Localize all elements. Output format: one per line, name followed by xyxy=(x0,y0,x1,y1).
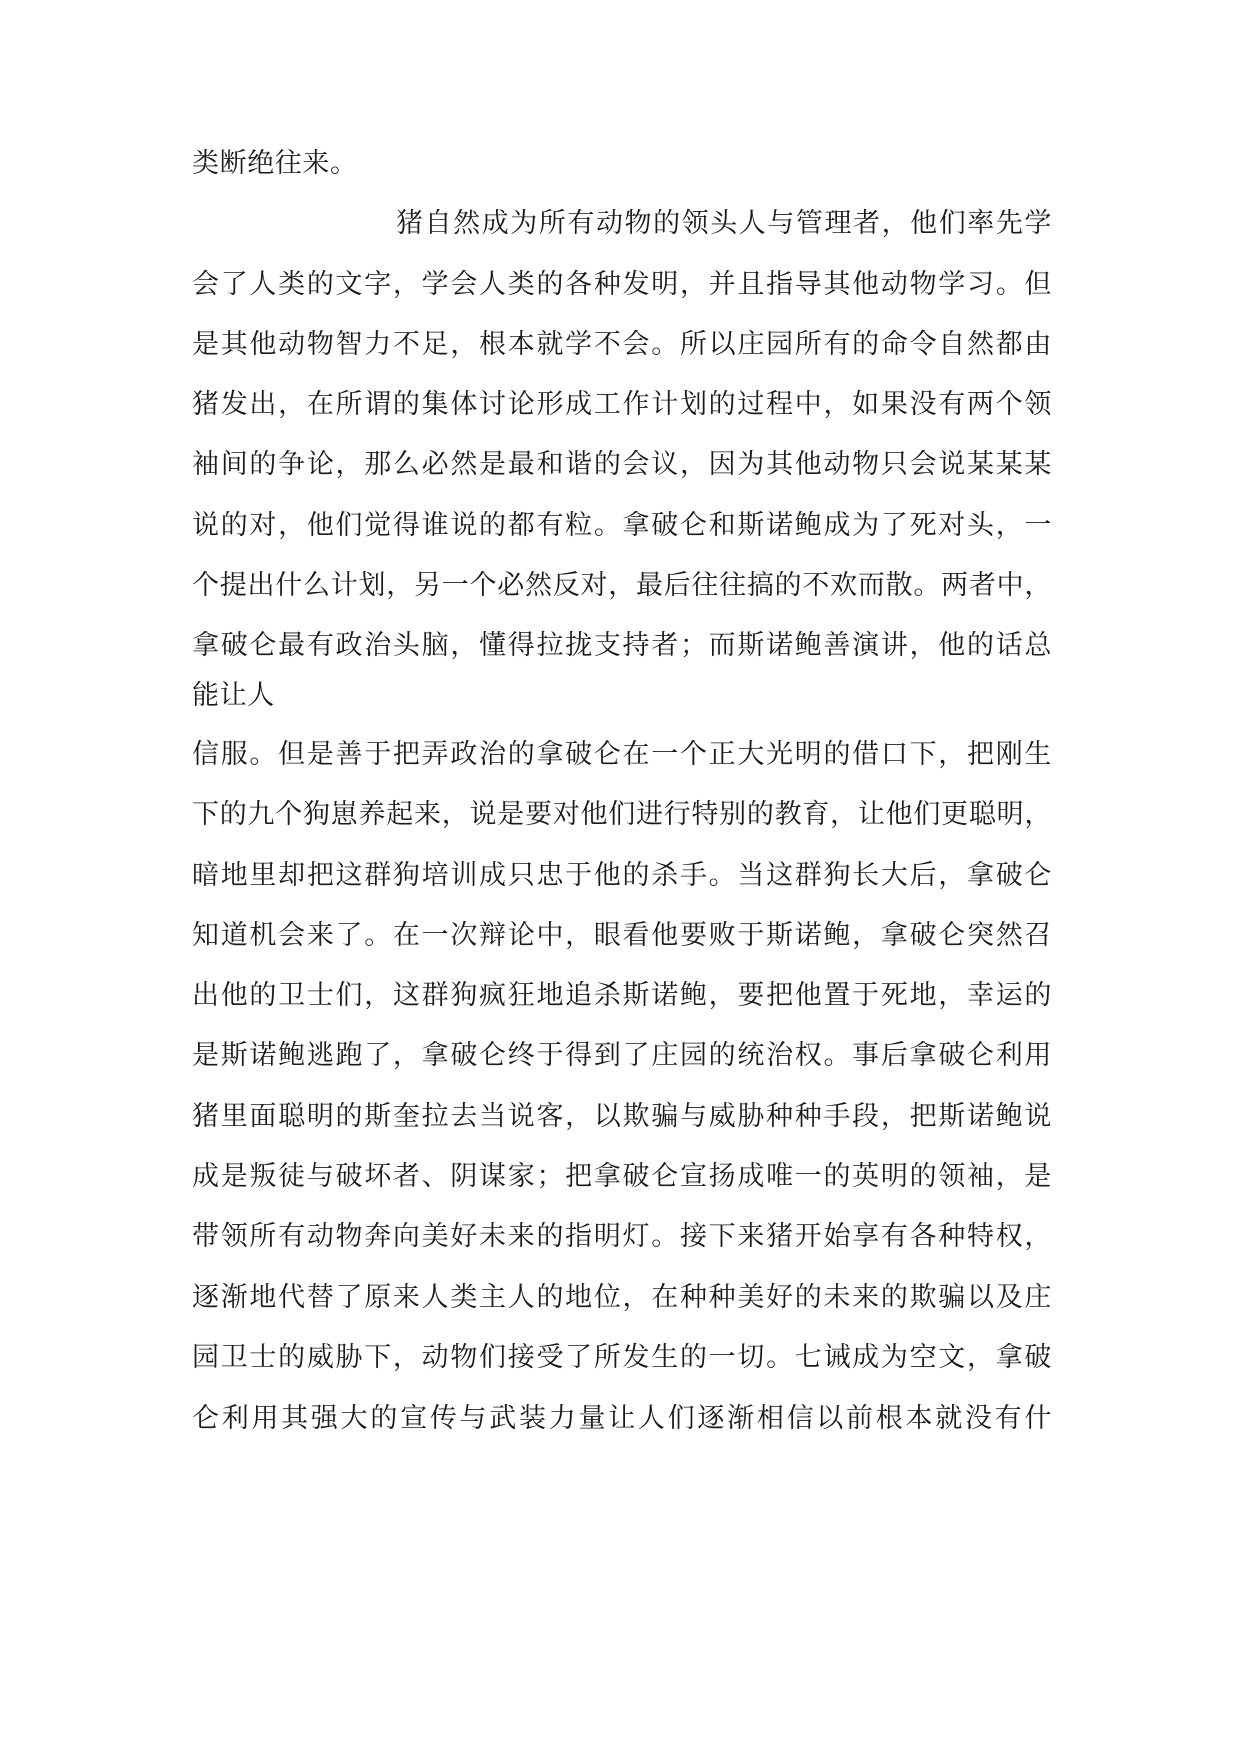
text-line: 能让人 xyxy=(192,680,275,711)
text-line: 猪里面聪明的斯奎拉去当说客，以欺骗与威胁种种手段，把斯诺鲍说 xyxy=(192,1101,1052,1132)
paragraph-start-line: 猪自然成为所有动物的领头人与管理者，他们率先学 xyxy=(396,208,1052,239)
text-line: 袖间的争论，那么必然是最和谐的会议，因为其他动物只会说某某某 xyxy=(192,449,1052,480)
text-line: 拿破仑最有政治头脑，懂得拉拢支持者；而斯诺鲍善演讲，他的话总 xyxy=(192,630,1052,661)
text-line: 下的九个狗崽养起来，说是要对他们进行特别的教育，让他们更聪明， xyxy=(192,799,1052,830)
text-line: 逐渐地代替了原来人类主人的地位，在种种美好的未来的欺骗以及庄 xyxy=(192,1282,1052,1313)
text-line: 猪发出，在所谓的集体讨论形成工作计划的过程中，如果没有两个领 xyxy=(192,389,1052,420)
text-line: 出他的卫士们，这群狗疯狂地追杀斯诺鲍，要把他置于死地，幸运的 xyxy=(192,980,1052,1011)
text-line: 说的对，他们觉得谁说的都有粒。拿破仑和斯诺鲍成为了死对头，一 xyxy=(192,510,1052,541)
text-line: 会了人类的文字，学会人类的各种发明，并且指导其他动物学习。但 xyxy=(192,269,1052,300)
text-line: 知道机会来了。在一次辩论中，眼看他要败于斯诺鲍，拿破仑突然召 xyxy=(192,920,1052,951)
text-line: 是其他动物智力不足，根本就学不会。所以庄园所有的命令自然都由 xyxy=(192,329,1052,360)
text-line: 信服。但是善于把弄政治的拿破仑在一个正大光明的借口下，把刚生 xyxy=(192,739,1052,770)
text-line: 带领所有动物奔向美好未来的指明灯。接下来猪开始享有各种特权， xyxy=(192,1221,1052,1252)
text-line: 仑利用其强大的宣传与武装力量让人们逐渐相信以前根本就没有什 xyxy=(192,1403,1052,1434)
text-line: 是斯诺鲍逃跑了，拿破仑终于得到了庄园的统治权。事后拿破仑利用 xyxy=(192,1040,1052,1071)
text-line: 园卫士的威胁下，动物们接受了所发生的一切。七诫成为空文，拿破 xyxy=(192,1342,1052,1373)
text-line: 暗地里却把这群狗培训成只忠于他的杀手。当这群狗长大后，拿破仑 xyxy=(192,860,1052,891)
text-line: 类断绝往来。 xyxy=(192,148,358,179)
text-line: 成是叛徒与破坏者、阴谋家；把拿破仑宣扬成唯一的英明的领袖，是 xyxy=(192,1161,1052,1192)
text-line: 个提出什么计划，另一个必然反对，最后往往搞的不欢而散。两者中， xyxy=(192,570,1052,601)
